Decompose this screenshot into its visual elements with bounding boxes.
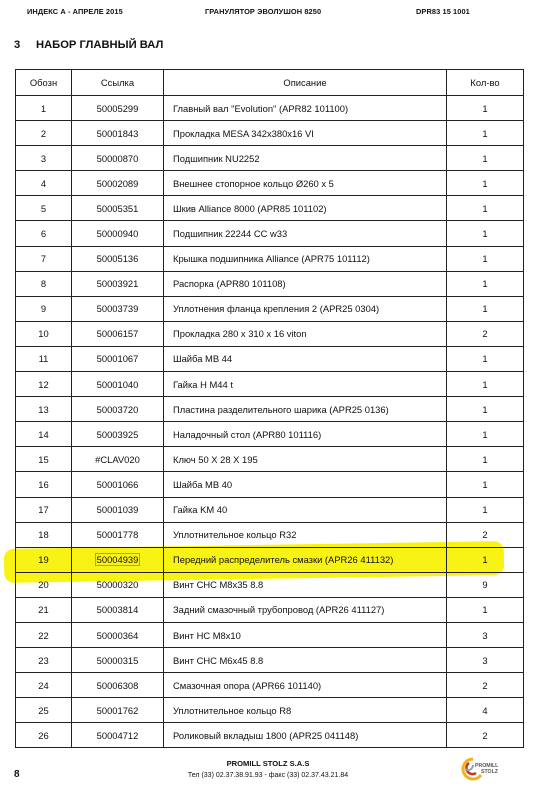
cell-desc: Наладочный стол (APR80 101116) bbox=[164, 422, 447, 447]
cell-desc: Крышка подшипника Alliance (APR75 101112) bbox=[164, 246, 447, 271]
cell-ref: 50003814 bbox=[72, 597, 164, 622]
cell-pos: 4 bbox=[16, 171, 72, 196]
cell-desc: Подшипник NU2252 bbox=[164, 146, 447, 171]
cell-desc: Винт CHC M6x45 8.8 bbox=[164, 648, 447, 673]
cell-qty: 1 bbox=[447, 296, 524, 321]
cell-pos: 5 bbox=[16, 196, 72, 221]
cell-ref: 50000870 bbox=[72, 146, 164, 171]
cell-qty: 1 bbox=[447, 397, 524, 422]
cell-qty: 1 bbox=[447, 447, 524, 472]
table-row bbox=[16, 472, 524, 497]
table-row bbox=[16, 397, 524, 422]
cell-ref: 50001843 bbox=[72, 121, 164, 146]
cell-ref: 50000320 bbox=[72, 572, 164, 597]
cell-desc: Прокладка MESA 342x380x16 VI bbox=[164, 121, 447, 146]
cell-qty: 2 bbox=[447, 723, 524, 748]
cell-pos: 2 bbox=[16, 121, 72, 146]
table-row bbox=[16, 422, 524, 447]
cell-qty: 2 bbox=[447, 522, 524, 547]
logo-wordmark bbox=[475, 763, 498, 775]
cell-qty: 1 bbox=[447, 246, 524, 271]
table-row bbox=[16, 648, 524, 673]
cell-desc: Ключ 50 X 28 X 195 bbox=[164, 447, 447, 472]
cell-pos: 26 bbox=[16, 723, 72, 748]
table-row bbox=[16, 522, 524, 547]
cell-qty: 9 bbox=[447, 572, 524, 597]
cell-desc: Винт HC M8x10 bbox=[164, 622, 447, 647]
cell-qty: 1 bbox=[447, 547, 524, 572]
cell-desc: Гайка KM 40 bbox=[164, 497, 447, 522]
cell-qty: 1 bbox=[447, 271, 524, 296]
cell-qty: 1 bbox=[447, 121, 524, 146]
cell-pos: 23 bbox=[16, 648, 72, 673]
cell-qty: 1 bbox=[447, 597, 524, 622]
cell-pos: 8 bbox=[16, 271, 72, 296]
cell-ref: 50005136 bbox=[72, 246, 164, 271]
cell-ref: 50003739 bbox=[72, 296, 164, 321]
header-title: ГРАНУЛЯТОР ЭВОЛУШОН 8250 bbox=[205, 7, 322, 16]
cell-ref: 50001039 bbox=[72, 497, 164, 522]
cell-desc: Шайба MB 44 bbox=[164, 346, 447, 371]
table-row bbox=[16, 447, 524, 472]
cell-pos: 1 bbox=[16, 96, 72, 121]
cell-desc: Смазочная опора (APR66 101140) bbox=[164, 673, 447, 698]
table-row bbox=[16, 372, 524, 397]
cell-desc: Внешнее стопорное кольцо Ø260 x 5 bbox=[164, 171, 447, 196]
cell-ref: 50000940 bbox=[72, 221, 164, 246]
table-row bbox=[16, 121, 524, 146]
header-doc-code: DPR83 15 1001 bbox=[416, 7, 470, 16]
cell-pos: 18 bbox=[16, 522, 72, 547]
column-header-desc: Описание bbox=[164, 70, 447, 96]
column-header-pos: Обозн bbox=[16, 70, 72, 96]
cell-pos: 11 bbox=[16, 346, 72, 371]
cell-qty: 1 bbox=[447, 221, 524, 246]
table-row bbox=[16, 346, 524, 371]
logo-line-2: STOLZ bbox=[481, 769, 498, 775]
table-row bbox=[16, 673, 524, 698]
highlighted-ref: 50004939 bbox=[96, 554, 139, 566]
cell-pos: 20 bbox=[16, 572, 72, 597]
table-header-row bbox=[16, 70, 524, 96]
cell-qty: 1 bbox=[447, 472, 524, 497]
table-row bbox=[16, 96, 524, 121]
cell-qty: 2 bbox=[447, 673, 524, 698]
cell-qty: 1 bbox=[447, 171, 524, 196]
cell-pos: 10 bbox=[16, 321, 72, 346]
cell-ref: 50005351 bbox=[72, 196, 164, 221]
table-row bbox=[16, 271, 524, 296]
cell-pos: 16 bbox=[16, 472, 72, 497]
table-row bbox=[16, 597, 524, 622]
cell-qty: 3 bbox=[447, 648, 524, 673]
cell-ref: 50001778 bbox=[72, 522, 164, 547]
cell-qty: 1 bbox=[447, 422, 524, 447]
cell-desc: Уплотнения фланца крепления 2 (APR25 0304) bbox=[164, 296, 447, 321]
table-row bbox=[16, 296, 524, 321]
table-row bbox=[16, 146, 524, 171]
cell-ref: 50006308 bbox=[72, 673, 164, 698]
cell-pos: 22 bbox=[16, 622, 72, 647]
cell-pos: 13 bbox=[16, 397, 72, 422]
cell-qty: 1 bbox=[447, 372, 524, 397]
cell-pos: 12 bbox=[16, 372, 72, 397]
table-row bbox=[16, 572, 524, 597]
cell-desc: Распорка (APR80 101108) bbox=[164, 271, 447, 296]
cell-ref bbox=[72, 547, 164, 572]
cell-pos: 7 bbox=[16, 246, 72, 271]
cell-desc: Шайба MB 40 bbox=[164, 472, 447, 497]
cell-qty: 4 bbox=[447, 698, 524, 723]
cell-desc: Роликовый вкладыш 1800 (APR25 041148) bbox=[164, 723, 447, 748]
cell-pos: 25 bbox=[16, 698, 72, 723]
cell-qty: 1 bbox=[447, 346, 524, 371]
parts-table bbox=[15, 69, 524, 748]
cell-pos: 19 bbox=[16, 547, 72, 572]
table-row bbox=[16, 246, 524, 271]
table-row bbox=[16, 171, 524, 196]
cell-ref: 50000364 bbox=[72, 622, 164, 647]
cell-desc: Главный вал "Evolution" (APR82 101100) bbox=[164, 96, 447, 121]
cell-pos: 24 bbox=[16, 673, 72, 698]
cell-qty: 1 bbox=[447, 196, 524, 221]
section-title: НАБОР ГЛАВНЫЙ ВАЛ bbox=[36, 39, 164, 51]
cell-pos: 17 bbox=[16, 497, 72, 522]
cell-desc: Задний смазочный трубопровод (APR26 411127) bbox=[164, 597, 447, 622]
cell-ref: 50001040 bbox=[72, 372, 164, 397]
cell-ref: 50006157 bbox=[72, 321, 164, 346]
cell-qty: 1 bbox=[447, 96, 524, 121]
cell-ref: 50003720 bbox=[72, 397, 164, 422]
cell-qty: 1 bbox=[447, 497, 524, 522]
page-number: 8 bbox=[14, 769, 20, 780]
cell-pos: 15 bbox=[16, 447, 72, 472]
cell-pos: 21 bbox=[16, 597, 72, 622]
cell-ref: #CLAV020 bbox=[72, 447, 164, 472]
table-row bbox=[16, 698, 524, 723]
cell-pos: 3 bbox=[16, 146, 72, 171]
footer-contact: Тел (33) 02.37.38.91.93 - факс (33) 02.37.43.21.84 bbox=[187, 772, 349, 779]
cell-ref: 50003925 bbox=[72, 422, 164, 447]
cell-desc: Пластина разделительного шарика (APR25 0136) bbox=[164, 397, 447, 422]
table-row bbox=[16, 321, 524, 346]
table-row bbox=[16, 547, 524, 572]
logo-line-1: PROMILL bbox=[475, 763, 499, 769]
table-row bbox=[16, 221, 524, 246]
cell-desc: Передний распределитель смазки (APR26 411132) bbox=[164, 547, 447, 572]
footer-company: PROMILL STOLZ S.A.S bbox=[226, 759, 310, 768]
section-heading bbox=[14, 39, 163, 51]
cell-ref: 50001067 bbox=[72, 346, 164, 371]
cell-desc: Шкив Alliance 8000 (APR85 101102) bbox=[164, 196, 447, 221]
cell-ref: 50001066 bbox=[72, 472, 164, 497]
section-number: 3 bbox=[14, 39, 21, 51]
cell-ref: 50000315 bbox=[72, 648, 164, 673]
cell-ref: 50005299 bbox=[72, 96, 164, 121]
cell-qty: 3 bbox=[447, 622, 524, 647]
column-header-ref: Ссылка bbox=[72, 70, 164, 96]
cell-pos: 9 bbox=[16, 296, 72, 321]
table-row bbox=[16, 497, 524, 522]
cell-desc: Подшипник 22244 CC w33 bbox=[164, 221, 447, 246]
cell-desc: Уплотнительное кольцо R32 bbox=[164, 522, 447, 547]
cell-desc: Винт CHC M8x35 8.8 bbox=[164, 572, 447, 597]
cell-ref: 50004712 bbox=[72, 723, 164, 748]
cell-qty: 1 bbox=[447, 146, 524, 171]
header-index: ИНДЕКС А - АПРЕЛЕ 2015 bbox=[27, 7, 123, 16]
column-header-qty: Кол-во bbox=[447, 70, 524, 96]
cell-desc: Прокладка 280 x 310 x 16 viton bbox=[164, 321, 447, 346]
cell-desc: Уплотнительное кольцо R8 bbox=[164, 698, 447, 723]
cell-qty: 2 bbox=[447, 321, 524, 346]
table-row bbox=[16, 196, 524, 221]
cell-pos: 6 bbox=[16, 221, 72, 246]
cell-ref: 50001762 bbox=[72, 698, 164, 723]
cell-ref: 50003921 bbox=[72, 271, 164, 296]
table-row bbox=[16, 723, 524, 748]
cell-desc: Гайка H M44 t bbox=[164, 372, 447, 397]
cell-pos: 14 bbox=[16, 422, 72, 447]
cell-ref: 50002089 bbox=[72, 171, 164, 196]
table-row bbox=[16, 622, 524, 647]
